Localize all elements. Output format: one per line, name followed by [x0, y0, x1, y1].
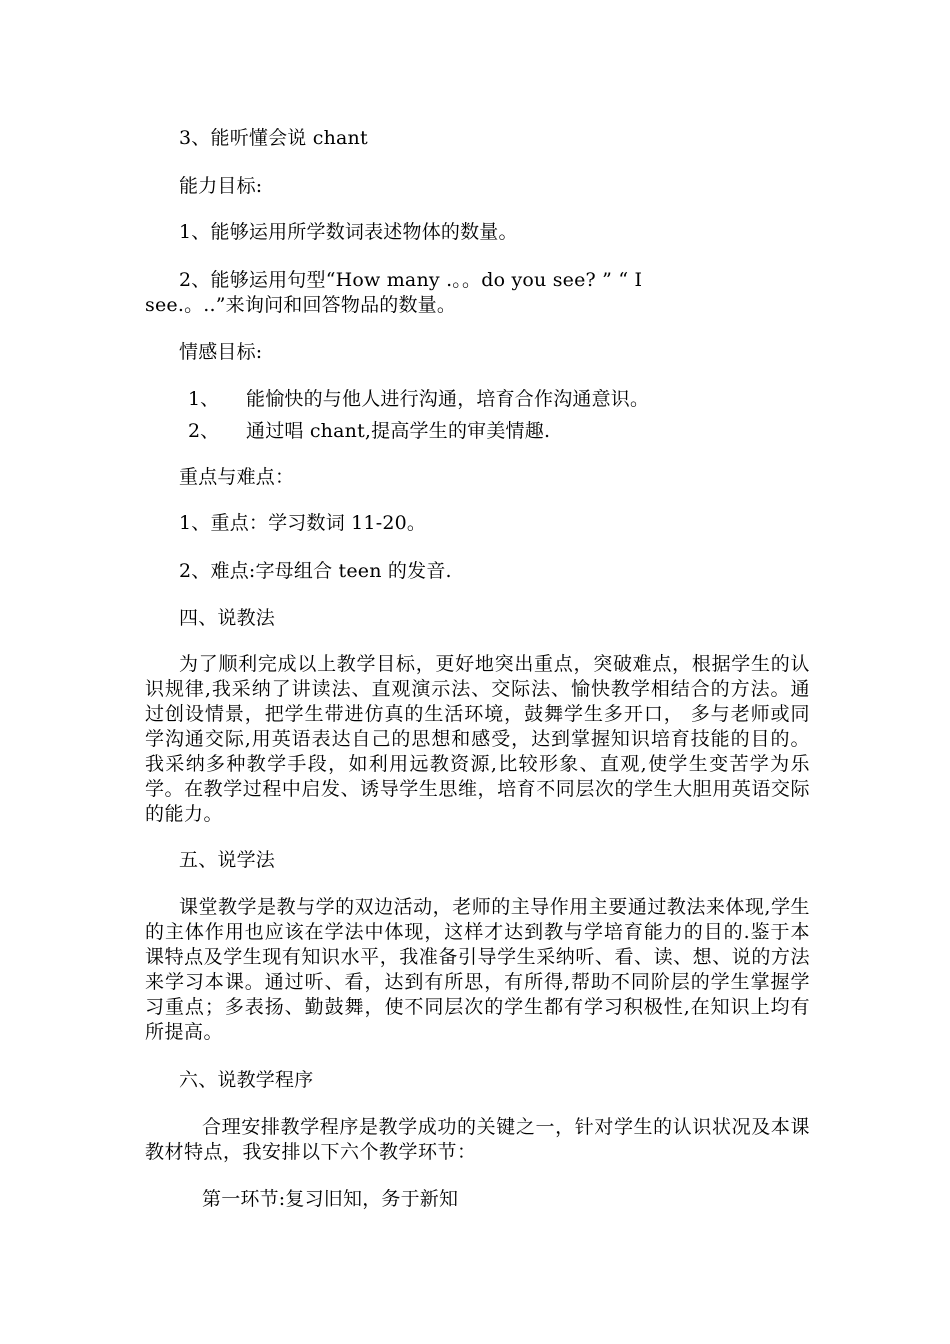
- section-5-heading: 五、说学法: [179, 849, 276, 871]
- emotional-objective-2: 通过唱 chant,提高学生的审美情趣.: [246, 420, 551, 442]
- section-6-paragraph: 合理安排教学程序是教学成功的关键之一，针对学生的认识状况及本课教材特点，我安排以下六个教学环节：: [145, 1116, 810, 1163]
- objective-line-3-chant: 3、能听懂会说 chant: [179, 127, 368, 149]
- ability-objective-2-line-1: 2、能够运用句型“How many .。。do you see? ” “ I: [179, 269, 643, 291]
- emotional-objective-2-number: 2、: [188, 420, 220, 442]
- section-4-paragraph: 为了顺利完成以上教学目标，更好地突出重点，突破难点，根据学生的认识规律,我采纳了讲读法、直观演示法、交际法、愉快教学相结合的方法。通过创设情景，把学生带进仿真的生活环境，鼓舞学生多开口， 多与老师或同学沟通交际,用英语表达自己的思想和感受，达到掌握知识培育技能的目的。我采纳多种教学手段，如利用远教资源,比较形象、直观,使学生变苦学为乐学。在教学过程中启发、诱导学生思维，培育不同层次的学生大胆用英语交际的能力。: [145, 653, 810, 825]
- teaching-step-1-heading: 第一环节:复习旧知，务于新知: [202, 1188, 459, 1210]
- difficult-point: 2、难点:字母组合 teen 的发音.: [179, 560, 452, 582]
- section-5-paragraph: 课堂教学是教与学的双边活动，老师的主导作用主要通过教法来体现,学生的主体作用也应该在学法中体现，这样才达到教与学培育能力的目的.鉴于本课特点及学生现有知识水平，我准备引导学生采纳听、看、读、想、说的方法来学习本课。通过听、看，达到有所思，有所得,帮助不同阶层的学生掌握学习重点；多表扬、勤鼓舞，使不同层次的学生都有学习积极性,在知识上均有所提高。: [145, 896, 810, 1043]
- key-and-difficult-points-heading: 重点与难点：: [179, 466, 295, 488]
- emotional-objective-1: 能愉快的与他人进行沟通，培育合作沟通意识。: [246, 388, 650, 410]
- section-6-heading: 六、说教学程序: [179, 1069, 314, 1091]
- key-point: 1、重点：学习数词 11-20。: [179, 512, 427, 534]
- section-4-heading: 四、说教法: [179, 607, 276, 629]
- ability-objectives-heading: 能力目标:: [179, 175, 263, 197]
- emotional-objectives-heading: 情感目标:: [179, 341, 263, 363]
- emotional-objective-1-number: 1、: [188, 388, 220, 410]
- ability-objective-2-line-2: see.。..”来询问和回答物品的数量。: [145, 294, 457, 316]
- ability-objective-1: 1、能够运用所学数词表述物体的数量。: [179, 221, 518, 243]
